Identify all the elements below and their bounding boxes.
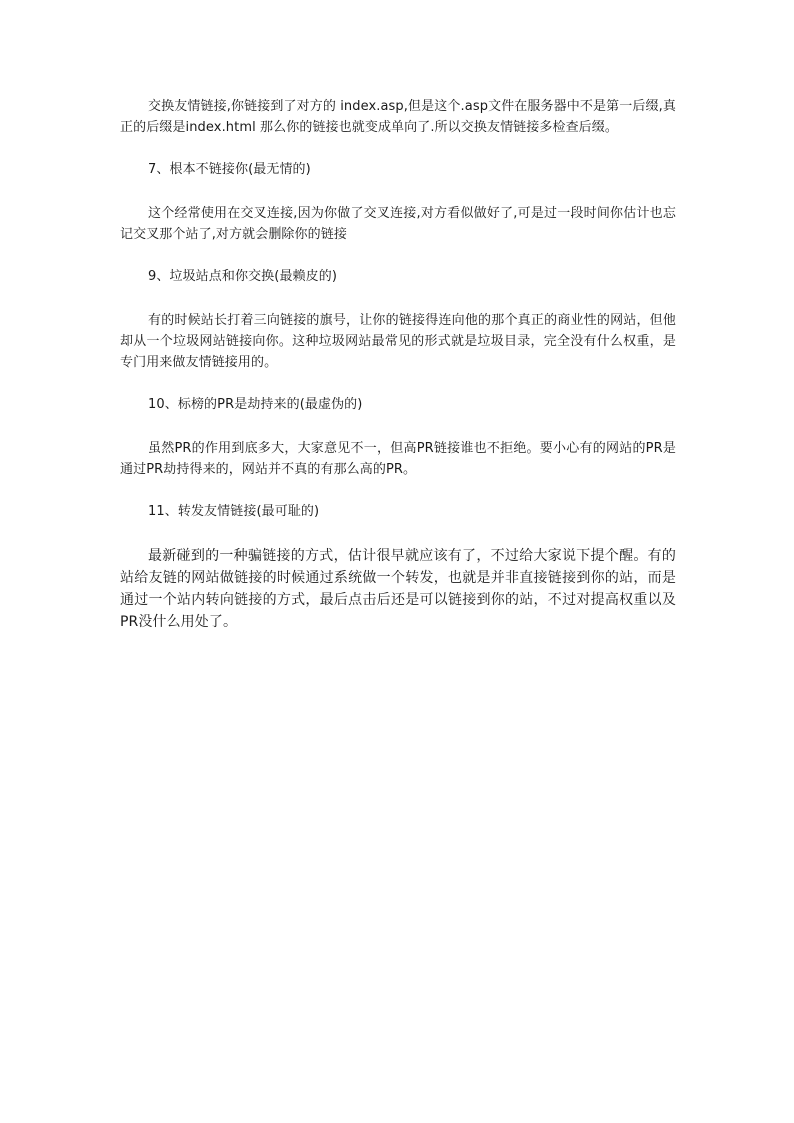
paragraph-pr-hijack: 虽然PR的作用到底多大，大家意见不一，但高PR链接谁也不拒绝。要小心有的网站的PR是通过PR劫持得来的，网站并不真的有那么高的PR。 — [120, 441, 676, 477]
heading-no-link-back: 7、根本不链接你(最无情的) — [148, 162, 311, 177]
heading-forwarded-link: 11、转发友情链接(最可耻的) — [148, 504, 320, 519]
paragraph-redirect-link: 最新碰到的一种骗链接的方式，估计很早就应该有了，不过给大家说下提个醒。有的站给友链的网站做链接的时候通过系统做一个转发，也就是并非直接链接到你的站，而是通过一个站内转向链接的方式，最后点击后还是可以链接到你的站，不过对提高权重以及PR没什么用处了。 — [120, 548, 676, 630]
spacer — [120, 180, 676, 203]
document-body — [120, 96, 676, 633]
spacer — [120, 415, 676, 438]
paragraph-link-suffix: 交换友情链接,你链接到了对方的 index.asp,但是这个.asp文件在服务器中不是第一后缀,真正的后缀是index.html 那么你的链接也就变成单向了.所以交换友情链接多检查后缀。 — [120, 99, 676, 135]
spacer — [120, 373, 676, 394]
spacer — [120, 138, 676, 159]
heading-hijacked-pr: 10、标榜的PR是劫持来的(最虚伪的) — [148, 397, 363, 412]
spacer — [120, 287, 676, 310]
paragraph-cross-link: 这个经常使用在交叉连接,因为你做了交叉连接,对方看似做好了,可是过一段时间你估计也忘记交叉那个站了,对方就会删除你的链接 — [120, 206, 676, 242]
heading-junk-site: 9、垃圾站点和你交换(最赖皮的) — [148, 269, 338, 284]
paragraph-three-way-link: 有的时候站长打着三向链接的旗号，让你的链接得连向他的那个真正的商业性的网站，但他却从一个垃圾网站链接向你。这种垃圾网站最常见的形式就是垃圾目录，完全没有什么权重，是专门用来做友情链接用的。 — [120, 313, 676, 370]
spacer — [120, 245, 676, 266]
spacer — [120, 522, 676, 545]
spacer — [120, 480, 676, 501]
